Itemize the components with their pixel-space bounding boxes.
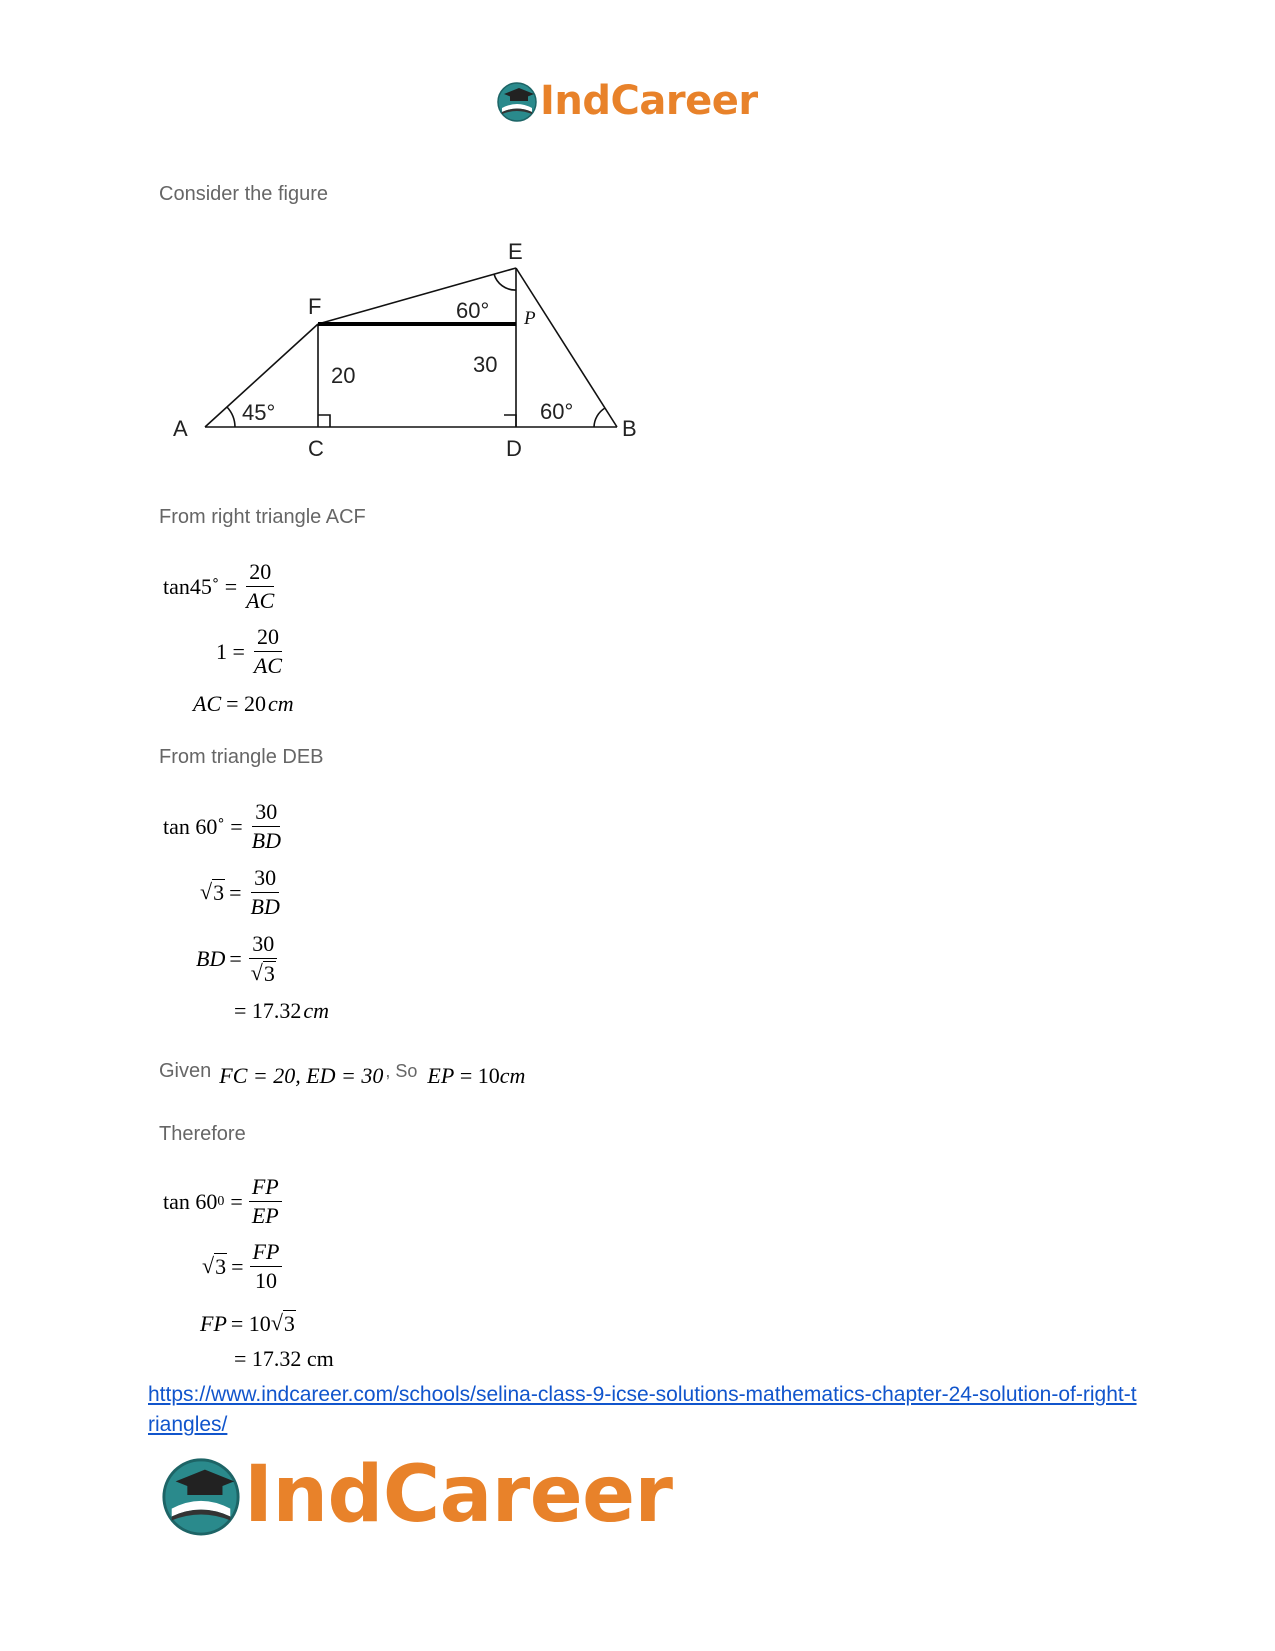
eq-rhs: = 20 — [226, 691, 267, 716]
eq-sign: = — [229, 946, 242, 972]
fraction — [250, 1240, 283, 1293]
angle-label-b: 60° — [540, 399, 574, 424]
eq-unit: cm — [303, 998, 330, 1023]
length-label-fc: 20 — [331, 363, 356, 388]
numerator: 20 — [254, 625, 282, 652]
fraction — [251, 625, 285, 678]
denominator: EP — [251, 1203, 279, 1229]
header-logo — [496, 78, 758, 124]
fraction — [249, 800, 284, 853]
radicand: 3 — [283, 1311, 295, 1336]
footer-logo — [160, 1450, 673, 1540]
fraction — [249, 1175, 282, 1228]
eq-sign: = — [229, 879, 242, 905]
eq-rhs: = 10 — [230, 1310, 271, 1336]
trapezium-figure — [160, 238, 660, 488]
step2-heading: From triangle DEB — [159, 746, 324, 768]
eq-sign: = — [231, 1253, 244, 1279]
step3-line1 — [163, 1175, 282, 1228]
eq-unit: cm — [268, 691, 294, 716]
denominator: BD — [251, 828, 281, 854]
step3-line3 — [200, 1310, 296, 1337]
fraction — [243, 560, 277, 613]
given-math-2 — [427, 1063, 525, 1089]
vertex-label-c: C — [308, 436, 324, 461]
vertex-label-a: A — [173, 416, 188, 441]
source-url-link[interactable]: https://www.indcareer.com/schools/selina-class-9-icse-solutions-mathematics-chapter-24-solution-of-right-triangles/ — [148, 1383, 1137, 1436]
angle-label-a: 45° — [242, 400, 276, 425]
radicand: 3 — [215, 1254, 227, 1280]
numerator: 30 — [252, 800, 280, 827]
step3-line4 — [234, 1346, 334, 1372]
eq-variable: AC — [193, 691, 222, 716]
step1-line2 — [216, 625, 285, 678]
footer-logo-text: IndCareer — [244, 1450, 673, 1540]
intro-text: Consider the figure — [159, 183, 328, 205]
given-separator: , So — [385, 1060, 418, 1081]
step2-line1 — [163, 800, 284, 853]
eq-lhs: tan 60 — [163, 1188, 218, 1214]
vertex-label-d: D — [506, 436, 522, 461]
vertex-label-e: E — [508, 239, 523, 264]
superscript: 0 — [217, 1193, 225, 1209]
denominator: √ 3 — [250, 960, 275, 987]
sqrt: √ 3 — [200, 879, 225, 906]
eq-lhs: tan 60˚ = — [163, 813, 243, 839]
numerator: 30 — [249, 932, 277, 959]
eq-sign: = — [230, 1188, 243, 1214]
sqrt: √ 3 — [270, 1310, 295, 1336]
length-label-ed: 30 — [473, 352, 498, 377]
given-line — [159, 1058, 526, 1088]
eq-rhs: = 10 — [459, 1063, 500, 1088]
step1-line1 — [163, 560, 277, 613]
vertex-label-b: B — [622, 416, 637, 441]
step2-line3 — [196, 932, 279, 986]
numerator: FP — [250, 1240, 283, 1267]
numerator: 30 — [251, 866, 279, 893]
step1-heading: From right triangle ACF — [159, 506, 366, 528]
fraction — [248, 932, 279, 986]
eq-rhs: = 17.32 cm — [234, 1346, 334, 1371]
numerator: FP — [249, 1175, 282, 1202]
radicand: 3 — [213, 880, 225, 906]
graduation-cap-book-globe-icon — [496, 80, 538, 122]
step2-line4 — [234, 998, 329, 1024]
eq-variable: EP — [427, 1063, 455, 1088]
step2-line2 — [200, 866, 283, 919]
denominator: 10 — [254, 1268, 277, 1294]
graduation-cap-book-globe-icon — [160, 1454, 242, 1536]
sqrt: √ 3 — [202, 1253, 227, 1280]
given-math-1: FC = 20, ED = 30 — [219, 1063, 384, 1088]
denominator: AC — [246, 588, 275, 614]
eq-unit: cm — [499, 1063, 526, 1088]
denominator: AC — [253, 653, 283, 679]
fraction — [248, 866, 283, 919]
eq-variable: FP — [200, 1310, 227, 1336]
eq-lhs: 1 = — [216, 638, 245, 664]
eq-lhs: tan45˚ = — [163, 573, 238, 599]
radicand: 3 — [263, 961, 275, 987]
vertex-label-p: P — [524, 308, 536, 329]
vertex-label-f: F — [308, 294, 322, 319]
angle-label-e: 60° — [456, 298, 490, 323]
given-word: Given — [159, 1059, 212, 1082]
eq-variable: BD — [196, 946, 226, 972]
step3-heading: Therefore — [159, 1123, 246, 1145]
eq-rhs: = 17.32 — [234, 998, 302, 1023]
header-logo-text: IndCareer — [540, 78, 758, 124]
numerator: 20 — [246, 560, 274, 587]
step3-line2 — [202, 1240, 282, 1293]
denominator: BD — [250, 894, 280, 920]
step1-line3 — [193, 691, 294, 717]
